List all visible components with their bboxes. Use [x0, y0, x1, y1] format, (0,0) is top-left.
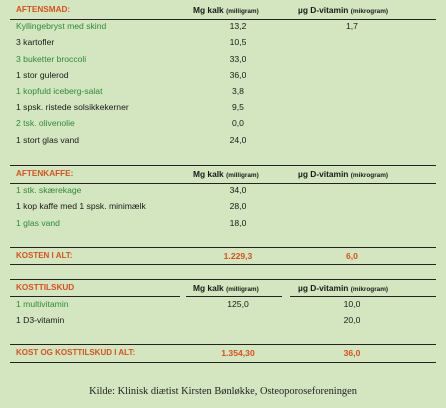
vitd-value: 20,0 [343, 315, 361, 326]
kalk-value: 36,0 [229, 69, 247, 80]
kalk-value: 34,0 [229, 185, 247, 196]
divider [10, 362, 436, 363]
item-name: Kyllingebryst med skind [16, 21, 107, 32]
divider [10, 247, 436, 248]
table-row [10, 51, 436, 67]
divider [10, 279, 436, 280]
divider [290, 296, 436, 297]
aftenkaffe-table [10, 166, 436, 231]
kalk-value: 33,0 [229, 53, 247, 64]
kalk-column-header: Mg kalk (milligram) [193, 169, 259, 179]
kosttilskud-header [10, 280, 436, 296]
vitd-value: 1,7 [346, 21, 358, 32]
aftenkaffe-header [10, 166, 436, 182]
vitd-column-header: µg D-vitamin (mikrogram) [298, 169, 389, 179]
total-label: KOSTEN I ALT: [16, 251, 73, 260]
grand-total-kalk: 1.354,30 [221, 348, 255, 358]
divider [10, 296, 180, 297]
item-name: 1 stk. skærekage [16, 185, 82, 196]
kalk-value: 9,5 [232, 102, 244, 113]
table-row [10, 115, 436, 131]
total-vitd: 6,0 [346, 251, 358, 261]
divider [10, 344, 436, 345]
grand-total-label: KOST OG KOSTTILSKUD I ALT: [16, 348, 136, 357]
item-name: 2 tsk. olivenolie [16, 118, 75, 129]
grand-total-vitd: 36,0 [343, 348, 361, 358]
section-title: KOSTTILSKUD [16, 283, 75, 292]
kalk-value: 125,0 [227, 299, 249, 310]
item-name: 1 stort glas vand [16, 134, 80, 145]
table-row [10, 182, 436, 198]
kalk-value: 28,0 [229, 201, 247, 212]
table-row [10, 198, 436, 214]
item-name: 1 stor gulerod [16, 69, 69, 80]
section-title: AFTENSMAD: [16, 5, 71, 14]
table-row [10, 132, 436, 148]
vitd-column-header: µg D-vitamin (mikrogram) [298, 5, 389, 15]
kosttilskud-table [10, 280, 436, 329]
table-row [10, 67, 436, 83]
table-row [10, 312, 436, 328]
table-row [10, 83, 436, 99]
grand-total-row [10, 345, 436, 361]
item-name: 1 multivitamin [16, 299, 69, 310]
item-name: 1 kopfuld iceberg-salat [16, 85, 103, 96]
table-row [10, 18, 436, 34]
item-name: 1 glas vand [16, 217, 60, 228]
divider [186, 296, 282, 297]
aftensmad-table [10, 2, 436, 148]
table-row [10, 99, 436, 115]
kalk-value: 0,0 [232, 118, 244, 129]
kalk-value: 24,0 [229, 134, 247, 145]
table-row [10, 34, 436, 50]
kalk-value: 10,5 [229, 37, 247, 48]
total-kalk: 1.229,3 [223, 251, 253, 261]
divider [10, 183, 436, 184]
section-title: AFTENKAFFE: [16, 169, 74, 178]
kalk-column-header: Mg kalk (milligram) [193, 5, 259, 15]
vitd-column-header: µg D-vitamin (mikrogram) [298, 283, 389, 293]
divider [10, 264, 436, 265]
kalk-value: 13,2 [229, 21, 247, 32]
kalk-value: 18,0 [229, 217, 247, 228]
divider [10, 165, 436, 166]
kalk-value: 3,8 [232, 85, 244, 96]
divider [10, 19, 436, 20]
item-name: 3 buketter broccoli [16, 53, 87, 64]
table-row [10, 296, 436, 312]
kalk-column-header: Mg kalk (milligram) [193, 283, 259, 293]
kosten-total-row [10, 248, 436, 264]
aftensmad-header [10, 2, 436, 18]
item-name: 1 D3-vitamin [16, 315, 65, 326]
item-name: 1 spsk. ristede solsikkekerner [16, 102, 129, 113]
source-caption: Kilde: Klinisk diætist Kirsten Bønløkke, Osteoporoseforeningen [89, 386, 357, 397]
table-row [10, 215, 436, 231]
vitd-value: 10,0 [343, 299, 361, 310]
item-name: 1 kop kaffe med 1 spsk. minimælk [16, 201, 146, 212]
item-name: 3 kartofler [16, 37, 55, 48]
